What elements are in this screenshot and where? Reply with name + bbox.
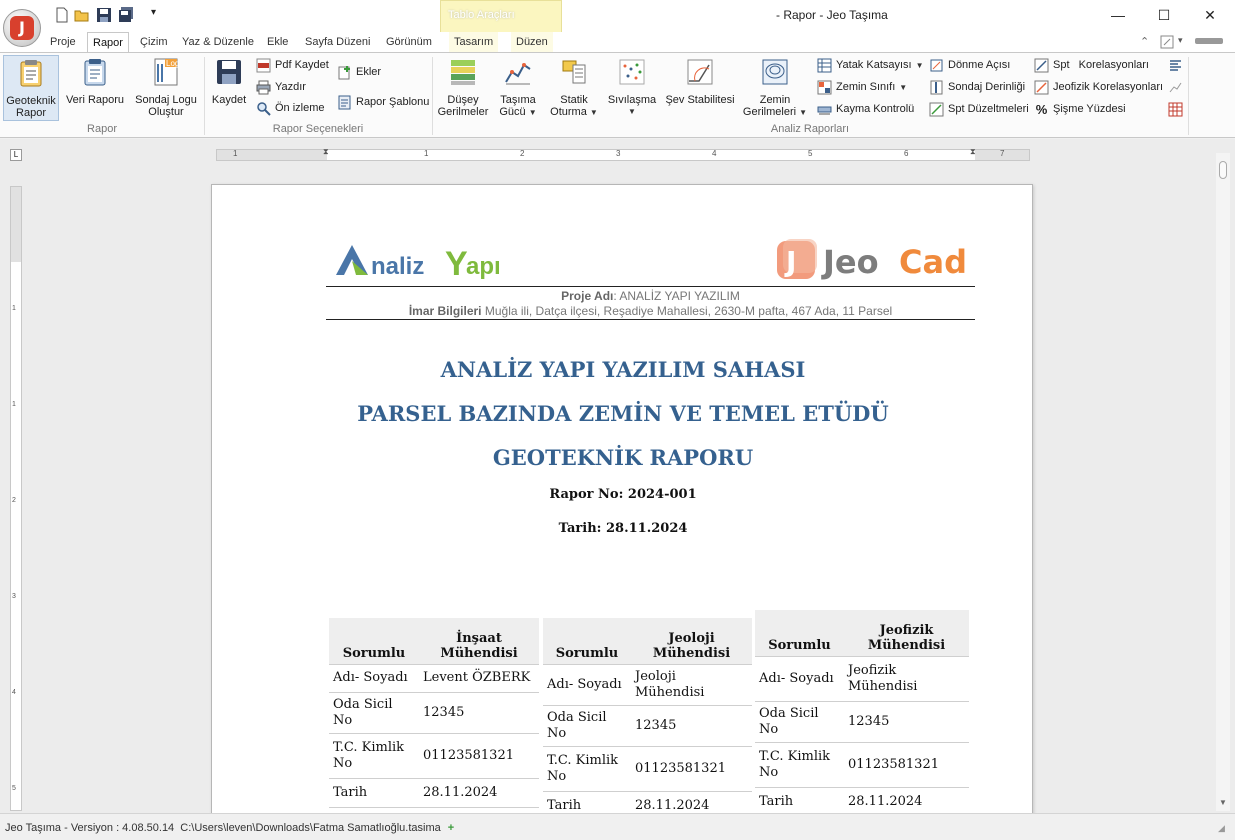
- svg-text:naliz: naliz: [371, 253, 425, 279]
- spt-duzeltmeleri-label: Spt Düzeltmeleri: [948, 103, 1029, 115]
- table-cell: Adı- Soyadı: [543, 664, 631, 705]
- table-row: [543, 664, 752, 705]
- on-izleme-button[interactable]: [256, 99, 325, 117]
- dusey-gerilmeler-label-1: Düşey: [447, 94, 479, 106]
- table-cell: 12345: [419, 692, 539, 733]
- proje-label: Proje Adı: [561, 289, 614, 303]
- spt-duzeltmeleri-button[interactable]: [929, 100, 1029, 118]
- table-cell: 01123581321: [631, 746, 752, 791]
- svg-text:Cad: Cad: [899, 243, 967, 281]
- ruler-number: 1: [12, 305, 16, 312]
- tasima-gucu-label-2: Gücü: [499, 106, 526, 118]
- zemin-sinifi-button[interactable]: [817, 78, 907, 96]
- vertical-ruler[interactable]: [10, 186, 22, 811]
- tab-tasarim[interactable]: Tasarım: [449, 32, 498, 52]
- table-cell: 12345: [631, 705, 752, 746]
- sondaj-logu-label-1: Sondaj Logu: [135, 94, 197, 106]
- save-icon[interactable]: [96, 7, 112, 23]
- group-label-rapor: Rapor: [87, 123, 117, 135]
- document-area: [0, 139, 1235, 813]
- style-icon[interactable]: [1160, 35, 1174, 49]
- zemin-sinifi-label: Zemin Sınıfı: [836, 81, 896, 93]
- dropdown-arrow-icon: ▼: [899, 82, 908, 92]
- scroll-down-icon[interactable]: ▼: [1219, 798, 1227, 807]
- table-header-cell: Sorumlu: [543, 618, 631, 664]
- svg-text:Y: Y: [445, 245, 468, 279]
- open-folder-icon[interactable]: [74, 7, 90, 23]
- imar-line: [326, 304, 975, 318]
- veri-raporu-button[interactable]: [64, 55, 126, 121]
- app-menu-button[interactable]: [3, 9, 41, 47]
- bearing-chart-icon: [503, 57, 533, 87]
- table-cell: 28.11.2024: [419, 778, 539, 807]
- pdf-kaydet-label: Pdf Kaydet: [275, 59, 329, 71]
- table-cell: 28.11.2024: [631, 791, 752, 820]
- group-label-analiz-raporlari: Analiz Raporları: [770, 123, 850, 135]
- table-cell: Adı- Soyadı: [755, 656, 844, 701]
- tab-cizim[interactable]: Çizim: [140, 36, 168, 48]
- table-header-row: [755, 610, 969, 656]
- grid-icon: [817, 58, 832, 73]
- right-indent-marker-icon[interactable]: ⧗: [970, 147, 976, 156]
- ribbon: [0, 52, 1235, 138]
- ruler-number: 2: [12, 497, 16, 504]
- ruler-number: 4: [12, 689, 16, 696]
- tab-rapor[interactable]: Rapor: [87, 32, 129, 53]
- header-rule: [326, 319, 975, 320]
- donme-acisi-label: Dönme Açısı: [948, 59, 1011, 71]
- tarih: Tarih: 28.11.2024: [558, 521, 688, 536]
- proje-line: [326, 289, 975, 303]
- sondaj-logu-olustur-button[interactable]: [133, 55, 199, 121]
- customize-qat-icon[interactable]: ▾: [151, 7, 157, 18]
- kayma-kontrolu-button[interactable]: [817, 100, 914, 118]
- sisme-yuzdesi-button[interactable]: [1034, 100, 1126, 118]
- statik-oturma-label-2: Oturma: [550, 106, 587, 118]
- template-icon: [337, 95, 352, 110]
- resize-grip-icon[interactable]: ◢: [1218, 823, 1225, 833]
- donme-acisi-button[interactable]: [929, 56, 1010, 74]
- table-cell: Jeoloji Mühendisi: [631, 664, 752, 705]
- tab-proje[interactable]: Proje: [50, 36, 76, 48]
- yatak-katsayisi-button[interactable]: [817, 56, 924, 74]
- ruler-number: 1: [12, 401, 16, 408]
- svg-text:Jeo: Jeo: [823, 243, 879, 281]
- ruler-number: 2: [520, 149, 525, 158]
- geoteknik-rapor-button[interactable]: [3, 55, 59, 121]
- dropdown-arrow-icon: ▼: [528, 108, 537, 117]
- correlation-icon: [1034, 58, 1049, 73]
- table-row: [755, 787, 969, 816]
- add-status-icon[interactable]: +: [447, 822, 455, 834]
- header-rule: [326, 286, 975, 287]
- ekler-button[interactable]: [337, 63, 381, 81]
- floppy-icon: [214, 57, 244, 87]
- add-document-icon: [337, 65, 352, 80]
- rapor-sablonu-button[interactable]: [337, 93, 429, 111]
- jeofizik-korelasyonlari-label: Jeofizik Korelasyonları: [1053, 81, 1164, 93]
- zemin-gerilmeleri-label-2: Gerilmeleri: [742, 106, 797, 118]
- scroll-thumb[interactable]: [1219, 161, 1227, 179]
- table-cell: Jeofizik Mühendisi: [844, 656, 969, 701]
- yatak-katsayisi-label: Yatak Katsayısı: [836, 59, 912, 71]
- dusey-gerilmeler-label-2: Gerilmeler: [437, 106, 489, 118]
- table-header-row: [543, 618, 752, 664]
- ruler-number: 3: [12, 593, 16, 600]
- sev-stabilitesi-label: Şev Stabilitesi: [665, 94, 735, 106]
- dropdown-arrow-icon: ▼: [799, 108, 808, 117]
- kaydet-label: Kaydet: [211, 94, 247, 106]
- soil-class-icon: [817, 80, 832, 95]
- spt-correction-icon: [929, 102, 944, 117]
- context-tab-group: Tablo Araçları: [440, 0, 562, 32]
- ruler-number: 7: [1000, 149, 1005, 158]
- table-cell: Tarih: [755, 787, 844, 816]
- borehole-icon: [929, 80, 944, 95]
- imar-label: İmar Bilgileri: [408, 304, 482, 318]
- sev-stabilitesi-button[interactable]: [664, 55, 736, 121]
- report-title-1: ANALİZ YAPI YAZILIM SAHASI: [440, 357, 806, 382]
- vertical-scrollbar[interactable]: [1216, 153, 1230, 811]
- yazdir-button[interactable]: [256, 78, 306, 96]
- pdf-icon: [256, 58, 271, 73]
- line-chart-icon[interactable]: [1168, 80, 1183, 95]
- dusey-gerilmeler-button[interactable]: [436, 55, 490, 121]
- report-page[interactable]: [211, 184, 1033, 824]
- tab-ekle[interactable]: Ekle: [267, 36, 289, 48]
- report-title-3: GEOTEKNİK RAPORU: [492, 445, 754, 470]
- veri-raporu-label: Veri Raporu: [65, 94, 125, 106]
- statik-oturma-label-1: Statik: [560, 94, 588, 106]
- table-cell: 01123581321: [419, 733, 539, 778]
- table-cell: Oda Sicil No: [543, 705, 631, 746]
- jeofizik-korelasyonlari-button[interactable]: [1034, 78, 1163, 96]
- jeocad-logo: [775, 237, 975, 281]
- stress-bulb-icon: [760, 57, 790, 87]
- ruler-number: 1: [424, 149, 429, 158]
- tab-sayfa-duzeni[interactable]: Sayfa Düzeni: [305, 36, 371, 48]
- table-cell: 12345: [844, 701, 969, 742]
- magnifier-icon: [256, 101, 271, 116]
- table-cell: Tarih: [329, 778, 419, 807]
- tab-gorunum[interactable]: Görünüm: [386, 36, 432, 48]
- table-row: [755, 656, 969, 701]
- title-bar: [0, 0, 1235, 37]
- ruler-number: 3: [616, 149, 621, 158]
- ruler-number: 5: [12, 785, 16, 792]
- new-document-icon[interactable]: [54, 7, 70, 23]
- table-header-cell: Sorumlu: [329, 618, 419, 664]
- table-row: [329, 664, 539, 692]
- report-title-2: PARSEL BAZINDA ZEMİN VE TEMEL ETÜDÜ: [357, 401, 889, 426]
- clipboard-report-icon: [16, 58, 46, 88]
- sliding-icon: [817, 102, 832, 117]
- spt-korelasyonlari-label: Spt Korelasyonları: [1053, 59, 1149, 71]
- geophysics-correlation-icon: [1034, 80, 1049, 95]
- close-button[interactable]: ✕: [1204, 6, 1216, 23]
- minimize-button[interactable]: —: [1111, 7, 1125, 23]
- spt-korelasyonlari-button[interactable]: [1034, 56, 1149, 74]
- pdf-kaydet-button[interactable]: [256, 56, 329, 74]
- tab-duzen[interactable]: Düzen: [511, 32, 553, 52]
- status-text: Jeo Taşıma - Versiyon : 4.08.50.14 C:\Users\leven\Downloads\Fatma Samatlıoğlu.tasima: [5, 822, 441, 834]
- theme-icon[interactable]: [1195, 38, 1223, 44]
- on-izleme-label: Ön izleme: [275, 102, 325, 114]
- layers-icon: [448, 57, 478, 87]
- table-row: [755, 701, 969, 742]
- group-separator: [1188, 57, 1189, 135]
- settlement-icon: [559, 57, 589, 87]
- ruler-number: 4: [712, 149, 717, 158]
- rapor-sablonu-label: Rapor Şablonu: [356, 96, 430, 108]
- svg-text:apı: apı: [466, 253, 501, 279]
- kaydet-button[interactable]: [208, 55, 250, 121]
- sondaj-derinligi-button[interactable]: [929, 78, 1025, 96]
- table-cell: T.C. Kimlik No: [329, 733, 419, 778]
- tasima-gucu-button[interactable]: [496, 55, 540, 121]
- style-dropdown-icon[interactable]: ▾: [1178, 35, 1183, 45]
- responsible-table-jeofizik[interactable]: [755, 610, 969, 817]
- table-cell: 01123581321: [844, 742, 969, 787]
- app-logo-icon: J: [10, 16, 34, 40]
- table-row: [543, 746, 752, 791]
- table-cell: Oda Sicil No: [329, 692, 419, 733]
- table-cell: Tarih: [543, 791, 631, 820]
- rotation-icon: [929, 58, 944, 73]
- kayma-kontrolu-label: Kayma Kontrolü: [836, 103, 915, 115]
- sondaj-logu-label-2: Oluştur: [148, 106, 184, 118]
- table-cell: Oda Sicil No: [755, 701, 844, 742]
- responsible-table-insaat[interactable]: [329, 618, 539, 808]
- analiz-yapi-logo: [334, 239, 524, 279]
- table-cell: T.C. Kimlik No: [755, 742, 844, 787]
- table-cell: T.C. Kimlik No: [543, 746, 631, 791]
- status-bar: [0, 813, 1235, 840]
- table-header-cell: Jeofizik Mühendisi: [844, 610, 969, 656]
- sivilasma-label: Sıvılaşma: [607, 94, 657, 106]
- table-cell: Adı- Soyadı: [329, 664, 419, 692]
- svg-text:J: J: [786, 245, 797, 278]
- liquefaction-icon: [617, 57, 647, 87]
- ekler-label: Ekler: [356, 66, 382, 78]
- tab-stop-selector[interactable]: L: [10, 149, 22, 161]
- yazdir-label: Yazdır: [275, 81, 306, 93]
- responsible-table-jeoloji[interactable]: [543, 618, 752, 821]
- indent-marker-icon[interactable]: ⧗: [323, 147, 329, 156]
- tasima-gucu-label-1: Taşıma: [500, 94, 536, 106]
- clipboard-data-icon: [80, 57, 110, 87]
- table-row: [329, 778, 539, 807]
- table-row: [755, 742, 969, 787]
- dropdown-arrow-icon: ▼: [589, 108, 598, 117]
- table-icon[interactable]: [1168, 102, 1183, 117]
- table-row: [329, 733, 539, 778]
- proje-value: : ANALİZ YAPI YAZILIM: [613, 289, 740, 303]
- table-row: [329, 692, 539, 733]
- sondaj-derinligi-label: Sondaj Derinliği: [948, 81, 1026, 93]
- table-header-cell: Jeoloji Mühendisi: [631, 618, 752, 664]
- tab-yaz-duzenle[interactable]: Yaz & Düzenle: [182, 36, 254, 48]
- table-header-cell: Sorumlu: [755, 610, 844, 656]
- geoteknik-rapor-label-1: Geoteknik: [6, 95, 56, 107]
- table-row: [543, 705, 752, 746]
- dropdown-arrow-icon: ▼: [915, 60, 924, 70]
- group-label-rapor-secenekleri: Rapor Seçenekleri: [272, 123, 364, 135]
- ruler-number: 6: [904, 149, 909, 158]
- ruler-number: 1: [233, 149, 238, 158]
- printer-icon: [256, 80, 271, 95]
- percent-icon: %: [1035, 101, 1048, 117]
- table-cell: 28.11.2024: [844, 787, 969, 816]
- rapor-no: Rapor No: 2024-001: [549, 487, 697, 502]
- geoteknik-rapor-label-2: Rapor: [16, 107, 46, 119]
- sivilasma-button[interactable]: [606, 55, 658, 121]
- imar-value: Muğla ili, Datça ilçesi, Reşadiye Mahallesi, 2630-M pafta, 467 Ada, 11 Parsel: [481, 304, 893, 318]
- collapse-ribbon-icon[interactable]: ⌃: [1140, 36, 1150, 48]
- save-all-icon[interactable]: [118, 7, 134, 23]
- table-header-row: [329, 618, 539, 664]
- window-title: - Rapor - Jeo Taşıma: [776, 8, 888, 22]
- log-tag: Log: [166, 59, 180, 68]
- slope-stability-icon: [685, 57, 715, 87]
- table-header-cell: İnşaat Mühendisi: [419, 618, 539, 664]
- align-icon[interactable]: [1168, 58, 1183, 73]
- zemin-gerilmeleri-label-1: Zemin: [759, 94, 791, 106]
- zemin-gerilmeleri-button[interactable]: [742, 55, 808, 121]
- statik-oturma-button[interactable]: [547, 55, 601, 121]
- ribbon-tabs: [0, 32, 1235, 52]
- ruler-number: 5: [808, 149, 813, 158]
- horizontal-ruler[interactable]: [216, 149, 1030, 161]
- sisme-yuzdesi-label: Şişme Yüzdesi: [1053, 103, 1126, 115]
- table-cell: Levent ÖZBERK: [419, 664, 539, 692]
- maximize-button[interactable]: ☐: [1157, 6, 1171, 23]
- dropdown-arrow-icon: ▼: [628, 107, 636, 116]
